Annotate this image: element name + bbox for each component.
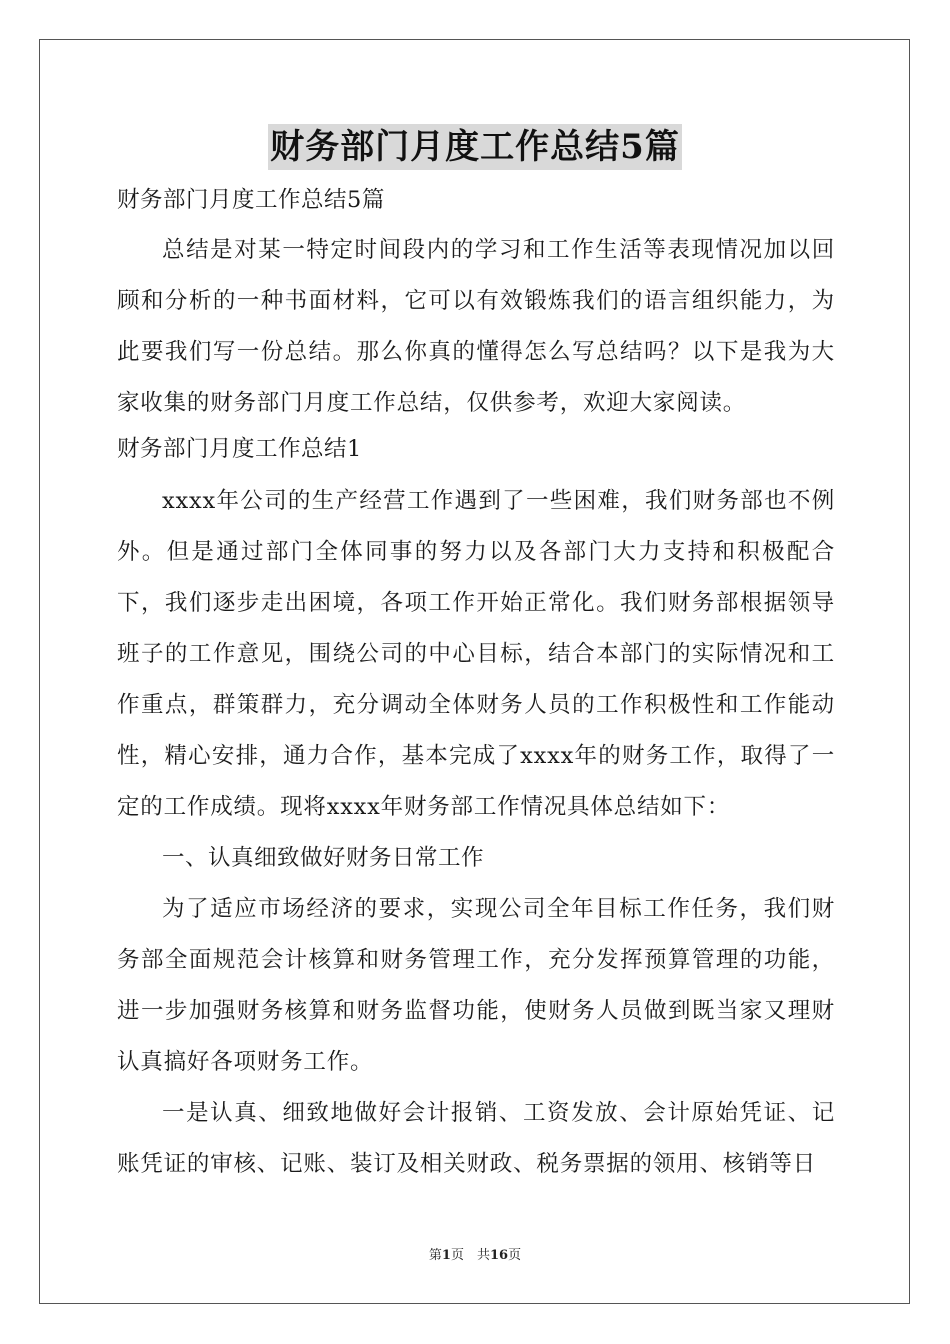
section-paragraph-3: 一是认真、细致地做好会计报销、工资发放、会计原始凭证、记账凭证的审核、记账、装订及相关财政、税务票据的领用、核销等日 — [117, 1100, 835, 1177]
title-container — [0, 124, 950, 170]
section-paragraph-1: xxxx年公司的生产经营工作遇到了一些困难，我们财务部也不例外。但是通过部门全体同事的努力以及各部门大力支持和积极配合下，我们逐步走出困境，各项工作开始正常化。我们财务部根据领导班子的工作意见，围绕公司的中心目标，结合本部门的实际情况和工作重点，群策群力，充分调动全体财务人员的工作积极性和工作能动性，精心安排，通力合作，基本完成了xxxx年的财务工作，取得了一定的工作成绩。现将xxxx年财务部工作情况具体总结如下： — [117, 488, 835, 820]
intro-paragraph: 总结是对某一特定时间段内的学习和工作生活等表现情况加以回顾和分析的一种书面材料，它可以有效锻炼我们的语言组织能力，为此要我们写一份总结。那么你真的懂得怎么写总结吗？以下是我为大家收集的财务部门月度工作总结，仅供参考，欢迎大家阅读。 — [117, 237, 835, 416]
page-mid: 页 共 — [450, 1248, 490, 1263]
page-prefix: 第 — [428, 1248, 442, 1263]
current-page-number: 1 — [441, 1248, 451, 1263]
document-subtitle: 财务部门月度工作总结5篇 — [117, 187, 385, 213]
section-heading: 财务部门月度工作总结1 — [117, 436, 362, 462]
document-body — [117, 182, 835, 1190]
subheading: 一、认真细致做好财务日常工作 — [162, 845, 485, 871]
document-title: 财务部门月度工作总结5篇 — [268, 124, 682, 170]
page-footer — [0, 1244, 950, 1263]
section-paragraph-2: 为了适应市场经济的要求，实现公司全年目标工作任务，我们财务部全面规范会计核算和财务管理工作，充分发挥预算管理的功能，进一步加强财务核算和财务监督功能，使财务人员做到既当家又理财认真搞好各项财务工作。 — [117, 896, 835, 1075]
page-suffix: 页 — [508, 1248, 522, 1263]
total-page-number: 16 — [489, 1248, 509, 1263]
